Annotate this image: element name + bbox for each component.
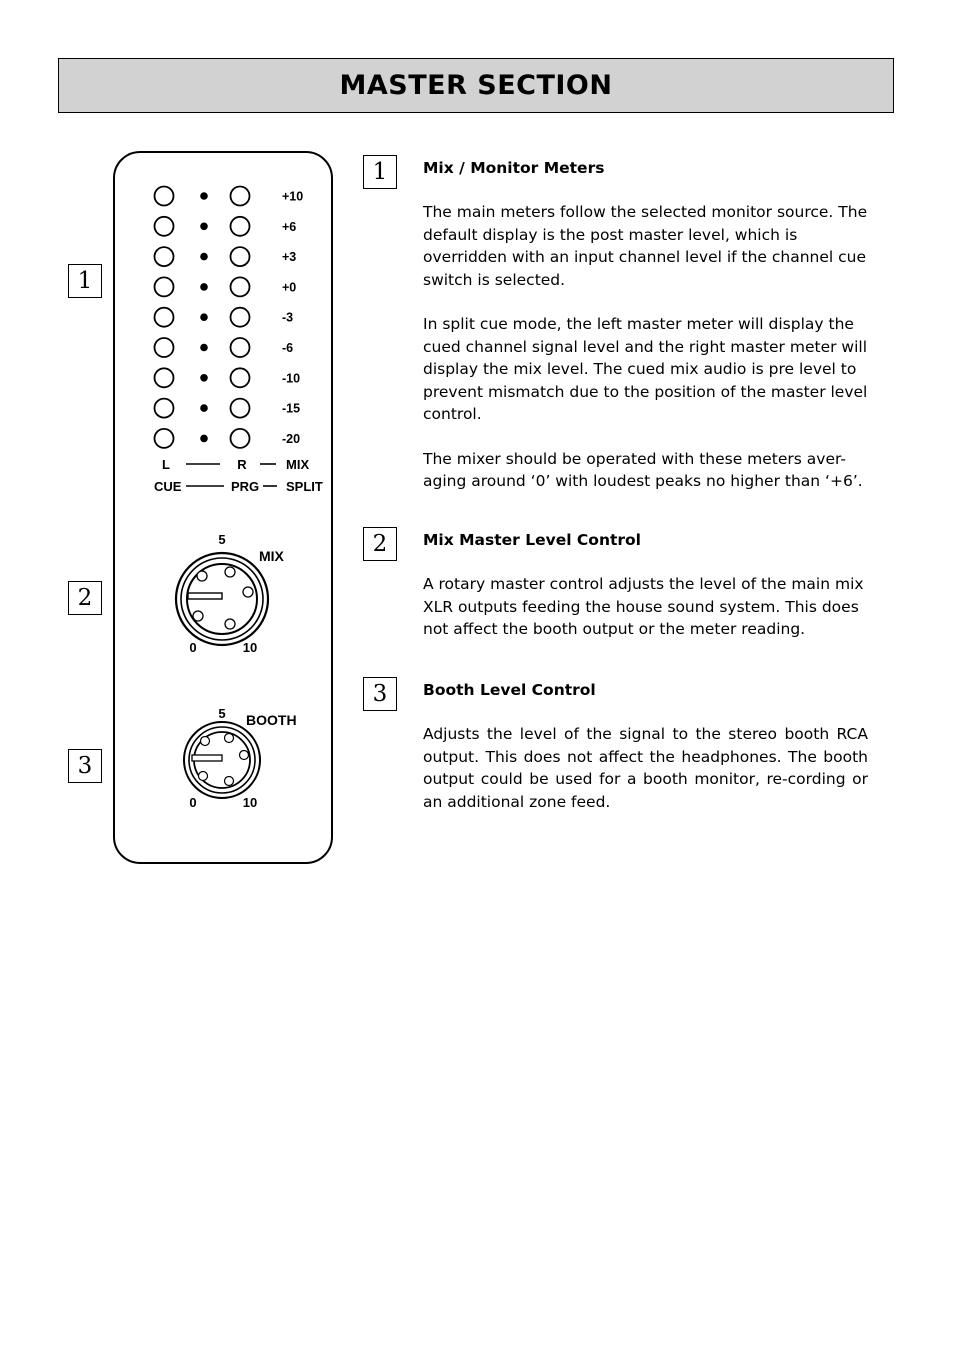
left-meter-led bbox=[155, 368, 174, 387]
mix-knob-mark-5: 5 bbox=[218, 532, 226, 547]
left-meter-led bbox=[155, 308, 174, 327]
right-meter-led bbox=[231, 217, 250, 236]
meter-scale-label: -15 bbox=[282, 401, 301, 416]
mix-knob-mark-10: 10 bbox=[242, 640, 258, 655]
callout-1-left: 1 bbox=[68, 264, 102, 298]
booth-knob-mark-5: 5 bbox=[218, 706, 226, 721]
booth-knob-label: BOOTH bbox=[246, 712, 297, 728]
meter-scale-label: -10 bbox=[282, 371, 301, 386]
callout-1-right: 1 bbox=[363, 155, 397, 189]
legend-mix: MIX bbox=[286, 457, 310, 472]
right-meter-led bbox=[231, 399, 250, 418]
callout-3-right: 3 bbox=[363, 677, 397, 711]
center-dot bbox=[200, 435, 208, 443]
center-dot bbox=[200, 404, 208, 412]
center-dot bbox=[200, 374, 208, 382]
paragraph: The mixer should be operated with these meters aver-aging around ‘0’ with loudest peaks no higher than ‘+6’. bbox=[423, 449, 863, 491]
paragraph: The main meters follow the selected monitor source. The default display is the post master level, which is overridden with an input channel level if the channel cue switch is selected. bbox=[423, 203, 868, 289]
legend-r: R bbox=[237, 457, 247, 472]
meter-scale-label: +0 bbox=[282, 280, 297, 295]
paragraph: Adjusts the level of the signal to the stereo booth RCA output. This does not affect the headphones. The booth output could be used for a booth monitor, re-cording or an additional zone feed. bbox=[423, 725, 868, 811]
legend-l: L bbox=[162, 457, 170, 472]
center-dot bbox=[200, 313, 208, 321]
right-meter-led bbox=[231, 429, 250, 448]
meter-scale-label: -20 bbox=[282, 431, 301, 446]
right-meter-led bbox=[231, 277, 250, 296]
meter-scale-label: -6 bbox=[282, 341, 294, 355]
callout-2-left: 2 bbox=[68, 581, 102, 615]
section-title: Mix Master Level Control bbox=[423, 531, 641, 549]
booth-knob-mark-0: 0 bbox=[189, 795, 197, 810]
section-title: Mix / Monitor Meters bbox=[423, 159, 605, 177]
section-mix-monitor-meters bbox=[423, 157, 868, 515]
center-dot bbox=[200, 344, 208, 352]
meter-scale-label: +10 bbox=[282, 189, 304, 204]
section-booth-level bbox=[423, 679, 868, 835]
left-meter-led bbox=[155, 399, 174, 418]
left-meter-led bbox=[155, 217, 174, 236]
mix-knob-mark-0: 0 bbox=[189, 640, 197, 655]
callout-2-right: 2 bbox=[363, 527, 397, 561]
callout-3-left: 3 bbox=[68, 749, 102, 783]
left-meter-led bbox=[155, 247, 174, 266]
master-panel-illustration bbox=[108, 146, 340, 872]
right-meter-led bbox=[231, 187, 250, 206]
left-meter-led bbox=[155, 429, 174, 448]
meter-scale-label: +6 bbox=[282, 219, 297, 234]
page-title: MASTER SECTION bbox=[339, 70, 613, 101]
legend-cue: CUE bbox=[154, 479, 182, 494]
right-meter-led bbox=[231, 368, 250, 387]
section-mix-master-level bbox=[423, 529, 868, 663]
left-meter-led bbox=[155, 277, 174, 296]
center-dot bbox=[200, 283, 208, 291]
legend-split: SPLIT bbox=[286, 479, 323, 494]
right-meter-led bbox=[231, 308, 250, 327]
center-dot bbox=[200, 253, 208, 261]
mix-knob-label: MIX bbox=[259, 548, 284, 564]
booth-knob-mark-10: 10 bbox=[242, 795, 258, 810]
meter-scale-label: +3 bbox=[282, 250, 297, 265]
paragraph: A rotary master control adjusts the level of the main mix XLR outputs feeding the house sound system. This does not affect the booth output or the meter reading. bbox=[423, 575, 864, 639]
meter-scale-label: -3 bbox=[282, 310, 294, 325]
section-title: Booth Level Control bbox=[423, 681, 596, 699]
left-meter-led bbox=[155, 338, 174, 357]
panel-outline bbox=[114, 152, 332, 863]
left-meter-led bbox=[155, 187, 174, 206]
paragraph: In split cue mode, the left master meter will display the cued channel signal level and the right master meter will display the mix level. The cued mix audio is pre level to prevent mismatch due to the position of the master level control. bbox=[423, 315, 868, 424]
center-dot bbox=[200, 223, 208, 231]
right-meter-led bbox=[231, 247, 250, 266]
right-meter-led bbox=[231, 338, 250, 357]
center-dot bbox=[200, 192, 208, 200]
legend-prg: PRG bbox=[231, 479, 260, 494]
page-header bbox=[58, 58, 894, 113]
